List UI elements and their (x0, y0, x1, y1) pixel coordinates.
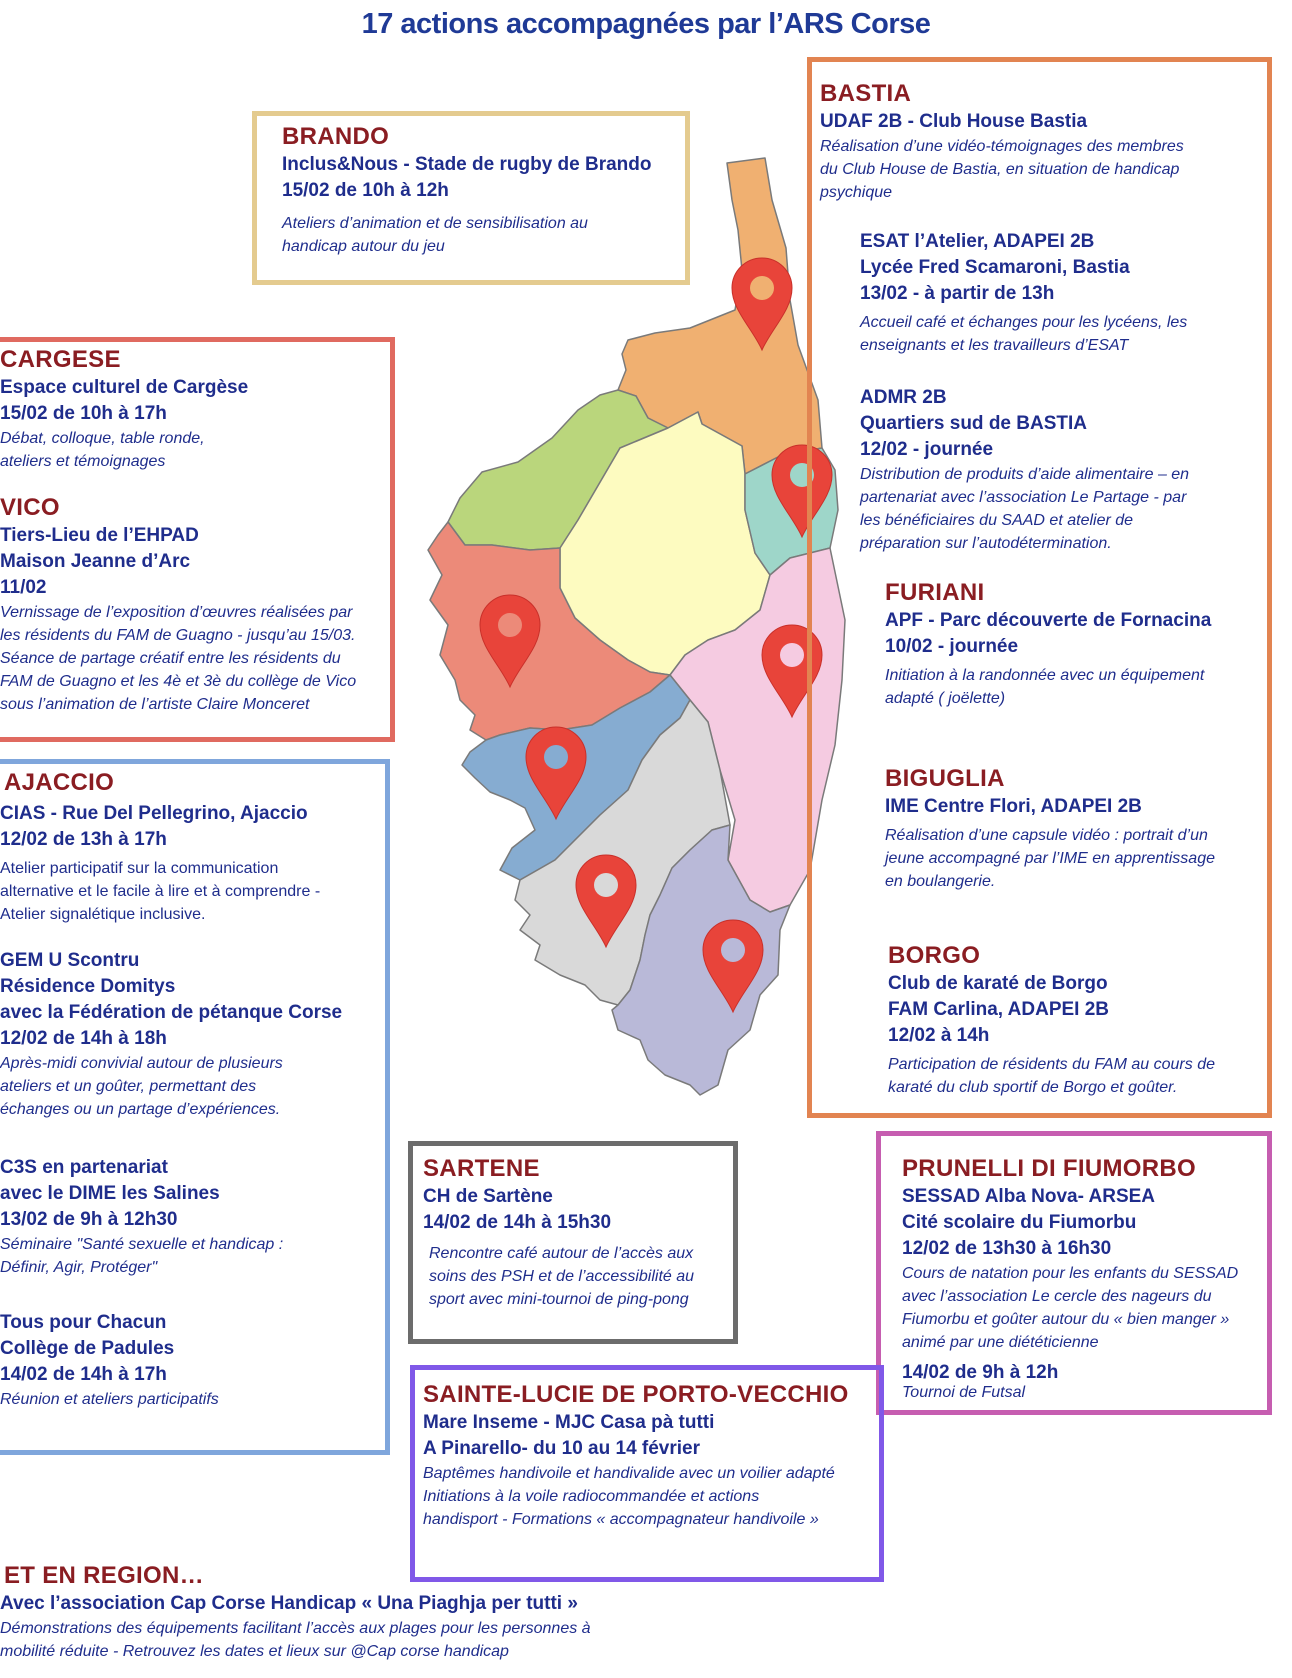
bastia-b2-venue-1: ESAT l’Atelier, ADAPEI 2B (860, 231, 1095, 252)
ajaccio-a2-venue-3: avec la Fédération de pétanque Corse (0, 1002, 343, 1023)
borgo-venue-2: FAM Carlina, ADAPEI 2B (888, 999, 1110, 1020)
bastia-action-3 (860, 385, 1189, 555)
bastia-b2-date: 13/02 - à partir de 13h (860, 283, 1055, 304)
brando-desc-2: handicap autour du jeu (282, 238, 445, 255)
cargese-date: 15/02 de 10h à 17h (0, 403, 167, 424)
ajaccio-a3-venue-1: C3S en partenariat (0, 1157, 168, 1178)
brando-venue: Inclus&Nous - Stade de rugby de Brando (282, 154, 652, 175)
bastia-b3-date: 12/02 - journée (860, 439, 994, 460)
prunelli-date-1: 12/02 de 13h30 à 16h30 (902, 1238, 1112, 1259)
furiani-venue: APF - Parc découverte de Fornacina (885, 610, 1212, 631)
ajaccio-block (4, 768, 114, 798)
cargese-city: CARGESE (0, 346, 121, 373)
ajaccio-action-1 (0, 801, 320, 926)
prunelli-desc-2: avec l’association Le cercle des nageurs du (902, 1288, 1212, 1305)
ajaccio-a2-date: 12/02 de 14h à 18h (0, 1028, 167, 1049)
brando-block (282, 122, 652, 258)
bastia-b3-desc-1: Distribution de produits d’aide alimentaire – en (860, 466, 1190, 483)
brando-desc-1: Ateliers d’animation et de sensibilisation au (282, 215, 588, 232)
ajaccio-a4-venue-1: Tous pour Chacun (0, 1312, 167, 1333)
sartene-city: SARTENE (423, 1155, 540, 1182)
bastia-city: BASTIA (820, 80, 912, 107)
cargese-venue: Espace culturel de Cargèse (0, 377, 249, 398)
region-block (0, 1561, 591, 1663)
brando-date: 15/02 de 10h à 12h (282, 180, 449, 201)
ajaccio-a2-venue-2: Résidence Domitys (0, 976, 176, 997)
bastia-b3-desc-3: les bénéficiaires du SAAD et atelier de (860, 512, 1134, 529)
prunelli-date-2: 14/02 de 9h à 12h (902, 1362, 1059, 1383)
prunelli-venue-2: Cité scolaire du Fiumorbu (902, 1212, 1137, 1233)
ajaccio-a3-desc-1: Séminaire "Santé sexuelle et handicap : (0, 1236, 284, 1253)
bastia-b2-desc-1: Accueil café et échanges pour les lycéens, les (860, 314, 1188, 331)
vico-desc-1: Vernissage de l’exposition d’œuvres réalisées par (0, 604, 353, 621)
biguglia-city: BIGUGLIA (885, 765, 1005, 792)
sartene-desc-2: soins des PSH et de l’accessibilité au (429, 1268, 695, 1285)
sartene-block (423, 1154, 694, 1311)
biguglia-desc-1: Réalisation d’une capsule vidéo : portrait d’un (885, 827, 1208, 844)
ajaccio-action-3 (0, 1155, 283, 1279)
furiani-block (885, 578, 1211, 710)
borgo-city: BORGO (888, 942, 981, 969)
region-heading: ET EN REGION… (4, 1562, 204, 1589)
ajaccio-city: AJACCIO (4, 769, 115, 796)
sainte-lucie-desc-3: handisport - Formations « accompagnateur handivoile » (423, 1511, 819, 1528)
region-desc-2: mobilité réduite - Retrouvez les dates et lieux sur @Cap corse handicap (0, 1643, 509, 1660)
borgo-desc-2: karaté du club sportif de Borgo et goûter. (888, 1079, 1178, 1096)
bastia-b3-desc-4: préparation sur l’autodétermination. (860, 535, 1112, 552)
sainte-lucie-venue: Mare Inseme - MJC Casa pà tutti (423, 1412, 715, 1433)
bastia-b3-desc-2: partenariat avec l’association Le Partage - par (860, 489, 1187, 506)
ajaccio-a2-venue-1: GEM U Scontru (0, 950, 140, 971)
ajaccio-a4-venue-2: Collège de Padules (0, 1338, 175, 1359)
sartene-desc-1: Rencontre café autour de l’accès aux (429, 1245, 694, 1262)
vico-block (0, 493, 356, 716)
prunelli-desc-1: Cours de natation pour les enfants du SESSAD (902, 1265, 1239, 1282)
borgo-date: 12/02 à 14h (888, 1025, 990, 1046)
cargese-block (0, 345, 248, 473)
biguglia-desc-3: en boulangerie. (885, 873, 996, 890)
cargese-desc-2: ateliers et témoignages (0, 453, 166, 470)
sainte-lucie-block (423, 1380, 849, 1531)
bastia-action-2 (860, 229, 1187, 357)
vico-city: VICO (0, 494, 60, 521)
prunelli-block (902, 1154, 1238, 1402)
ajaccio-a1-desc-1: Atelier participatif sur la communication (0, 860, 279, 877)
sainte-lucie-city: SAINTE-LUCIE DE PORTO-VECCHIO (423, 1381, 849, 1408)
bastia-b1-desc-2: du Club House de Bastia, en situation de handicap (820, 161, 1180, 178)
bastia-b1-desc-1: Réalisation d’une vidéo-témoignages des membres (820, 138, 1184, 155)
vico-venue-2: Maison Jeanne d’Arc (0, 551, 191, 572)
prunelli-desc-4: animé par une diététicienne (902, 1334, 1099, 1351)
bastia-b3-venue-2: Quartiers sud de BASTIA (860, 413, 1087, 434)
bastia-b1-desc-3: psychique (820, 184, 893, 201)
sainte-lucie-desc-1: Baptêmes handivoile et handivalide avec un voilier adapté (423, 1465, 835, 1482)
region-venue: Avec l’association Cap Corse Handicap « Una Piaghja per tutti » (0, 1593, 578, 1614)
ajaccio-action-2 (0, 948, 342, 1121)
vico-desc-4: FAM de Guagno et les 4è et 3è du collège de Vico (0, 673, 357, 690)
ajaccio-a3-date: 13/02 de 9h à 12h30 (0, 1209, 178, 1230)
prunelli-desc-3: Fiumorbu et goûter autour du « bien manger » (902, 1311, 1230, 1328)
bastia-b1-venue: UDAF 2B - Club House Bastia (820, 111, 1088, 132)
sainte-lucie-date: A Pinarello- du 10 au 14 février (423, 1438, 701, 1459)
ajaccio-a2-desc-1: Après-midi convivial autour de plusieurs (0, 1055, 283, 1072)
bastia-b2-desc-2: enseignants et les travailleurs d’ESAT (860, 337, 1129, 354)
borgo-desc-1: Participation de résidents du FAM au cours de (888, 1056, 1215, 1073)
prunelli-city: PRUNELLI DI FIUMORBO (902, 1155, 1196, 1182)
prunelli-desc-5: Tournoi de Futsal (902, 1384, 1026, 1401)
region-desc-1: Démonstrations des équipements facilitant l’accès aux plages pour les personnes à (0, 1620, 591, 1637)
page-title: 17 actions accompagnées par l’ARS Corse (361, 8, 931, 40)
ajaccio-a1-date: 12/02 de 13h à 17h (0, 829, 167, 850)
ajaccio-a1-desc-2: alternative et le facile à lire et à comprendre - (0, 883, 321, 900)
biguglia-block (885, 764, 1215, 893)
biguglia-venue: IME Centre Flori, ADAPEI 2B (885, 796, 1142, 817)
furiani-desc-2: adapté ( joëlette) (885, 690, 1006, 707)
bastia-b3-venue-1: ADMR 2B (860, 387, 947, 408)
furiani-desc-1: Initiation à la randonnée avec un équipement (885, 667, 1205, 684)
ajaccio-a3-desc-2: Définir, Agir, Protéger" (0, 1259, 158, 1276)
sartene-venue: CH de Sartène (423, 1186, 553, 1207)
vico-date: 11/02 (0, 577, 47, 598)
bastia-block (820, 79, 1184, 204)
furiani-city: FURIANI (885, 579, 985, 606)
sainte-lucie-desc-2: Initiations à la voile radiocommandée et actions (423, 1488, 760, 1505)
vico-desc-3: Séance de partage créatif entre les résidents du (0, 650, 341, 667)
ajaccio-a1-desc-3: Atelier signalétique inclusive. (0, 906, 206, 923)
cargese-desc-1: Débat, colloque, table ronde, (0, 430, 205, 447)
sartene-date: 14/02 de 14h à 15h30 (423, 1212, 612, 1233)
sartene-desc-3: sport avec mini-tournoi de ping-pong (429, 1291, 689, 1308)
ajaccio-a1-venue: CIAS - Rue Del Pellegrino, Ajaccio (0, 803, 308, 824)
ajaccio-a2-desc-3: échanges ou un partage d’expériences. (0, 1101, 281, 1118)
vico-venue-1: Tiers-Lieu de l’EHPAD (0, 525, 199, 546)
borgo-venue-1: Club de karaté de Borgo (888, 973, 1108, 994)
ajaccio-a4-desc-1: Réunion et ateliers participatifs (0, 1391, 219, 1408)
furiani-date: 10/02 - journée (885, 636, 1019, 657)
prunelli-venue-1: SESSAD Alba Nova- ARSEA (902, 1186, 1156, 1207)
vico-desc-2: les résidents du FAM de Guagno - jusqu’au 15/03. (0, 627, 356, 644)
ajaccio-a3-venue-2: avec le DIME les Salines (0, 1183, 220, 1204)
ajaccio-a4-date: 14/02 de 14h à 17h (0, 1364, 167, 1385)
borgo-block (888, 941, 1215, 1099)
biguglia-desc-2: jeune accompagné par l’IME en apprentissage (885, 850, 1215, 867)
ajaccio-action-4 (0, 1310, 219, 1411)
vico-desc-5: sous l’animation de l’artiste Claire Monceret (0, 696, 310, 713)
ajaccio-a2-desc-2: ateliers et un goûter, permettant des (0, 1078, 257, 1095)
brando-city: BRANDO (282, 123, 390, 150)
bastia-b2-venue-2: Lycée Fred Scamaroni, Bastia (860, 257, 1130, 278)
